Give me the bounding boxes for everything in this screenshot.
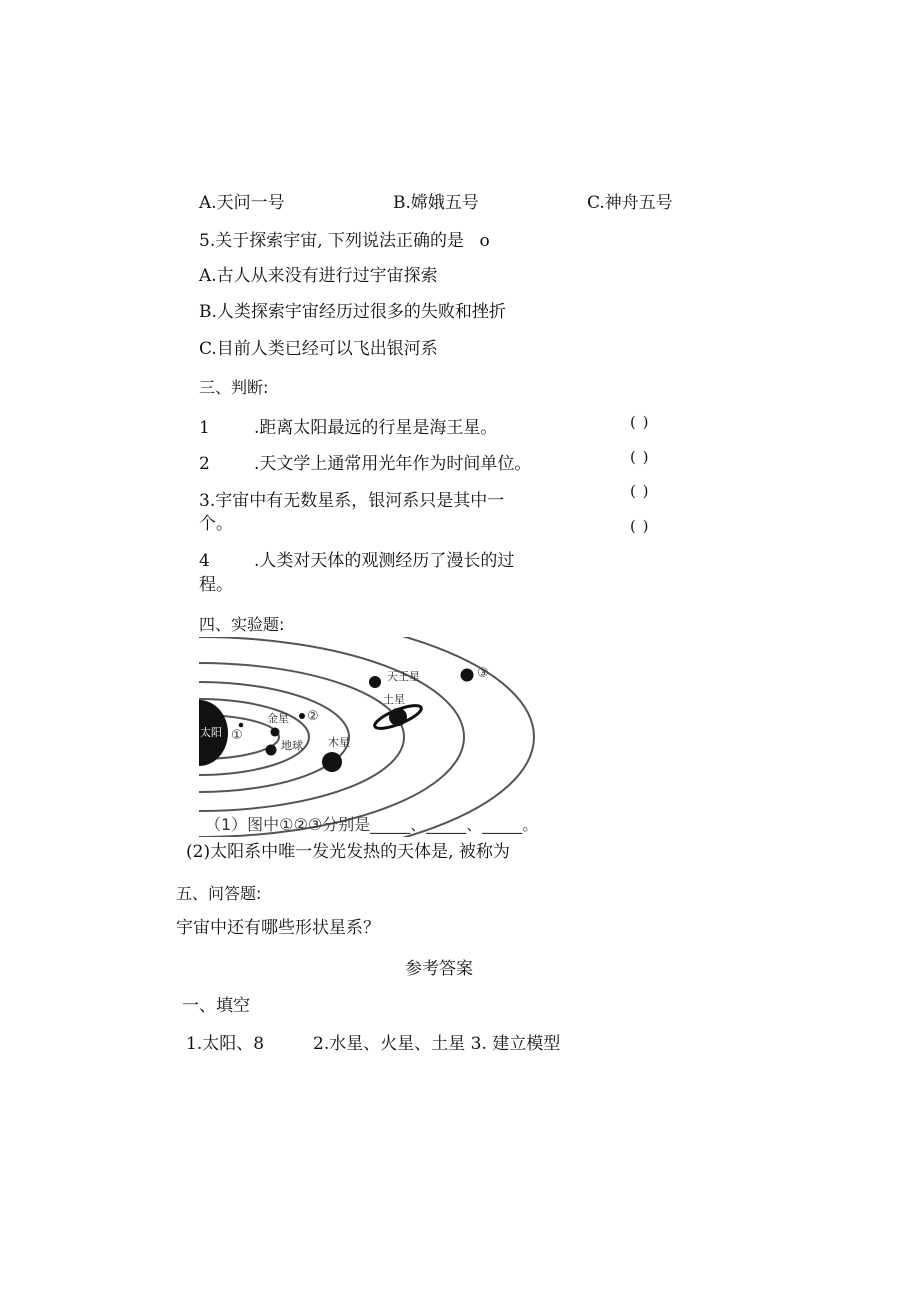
venus-label: 金星 xyxy=(267,712,289,725)
earth-label: 地球 xyxy=(281,739,303,752)
judge-paren-4: ( ) xyxy=(630,517,650,535)
q4-option-a: A.天问一号 xyxy=(199,193,285,213)
mark-3-label: ③ xyxy=(477,666,489,681)
saturn-icon xyxy=(389,708,407,726)
q4-option-b: B.嫦娥五号 xyxy=(393,193,479,213)
mark-2-label: ② xyxy=(307,709,319,724)
judge-item-3-line1: 3.宇宙中有无数星系，银河系只是其中一 xyxy=(199,491,505,511)
solar-system-diagram xyxy=(199,637,599,837)
answers-title: 参考答案 xyxy=(405,959,473,979)
mark-1-label: ① xyxy=(231,728,243,743)
earth-icon xyxy=(266,745,277,756)
saturn-label: 土星 xyxy=(383,693,405,706)
q5-option-b: B.人类探索宇宙经历过很多的失败和挫折 xyxy=(199,302,506,322)
sun-label: 太阳 xyxy=(200,726,222,739)
section5-question: 宇宙中还有哪些形状星系？ xyxy=(176,918,380,938)
q4-option-c: C.神舟五号 xyxy=(587,193,673,213)
mercury-icon xyxy=(239,723,244,728)
section3-heading: 三、判断: xyxy=(199,378,269,397)
judge-item-4-line2: 程。 xyxy=(199,575,233,595)
section4-q2: (2)太阳系中唯一发光发热的天体是, 被称为 xyxy=(186,842,510,862)
section4-q1: （1）图中①②③分别是_____、_____、_____。 xyxy=(205,815,539,834)
section4-heading: 四、实验题: xyxy=(199,615,285,634)
uranus-label: 天王星 xyxy=(387,670,420,683)
q5-option-a: A.古人从来没有进行过宇宙探索 xyxy=(199,266,438,286)
judge-item-2-num: 2 xyxy=(199,454,210,474)
q5-stem xyxy=(199,231,490,251)
section5-heading: 五、问答题: xyxy=(176,884,262,903)
venus-icon xyxy=(271,728,280,737)
judge-paren-2: ( ) xyxy=(630,448,650,466)
judge-item-3-line2: 个。 xyxy=(199,514,233,534)
judge-item-4-num: 4 xyxy=(199,551,210,571)
jupiter-icon xyxy=(322,752,342,772)
judge-item-2-text: .天文学上通常用光年作为时间单位。 xyxy=(254,454,532,474)
uranus-icon xyxy=(369,676,381,688)
mars-icon xyxy=(299,713,305,719)
answers-section1: 一、填空 xyxy=(182,996,250,1016)
q5-option-c: C.目前人类已经可以飞出银河系 xyxy=(199,339,438,359)
judge-paren-1: ( ) xyxy=(630,413,650,431)
judge-paren-3: ( ) xyxy=(630,482,650,500)
jupiter-label: 木星 xyxy=(328,736,350,749)
judge-item-1-num: 1 xyxy=(199,418,210,438)
judge-item-1-text: .距离太阳最远的行星是海王星。 xyxy=(254,418,498,438)
neptune-icon xyxy=(461,669,474,682)
answers-line1-part2: 2.水星、火星、土星 3. 建立模型 xyxy=(313,1034,561,1054)
q5-stem-tail: o xyxy=(479,231,490,251)
q5-stem-text: 5.关于探索宇宙, 下列说法正确的是 xyxy=(199,231,465,251)
judge-item-4-text: .人类对天体的观测经历了漫长的过 xyxy=(254,551,515,571)
answers-line1-part1: 1.太阳、8 xyxy=(186,1034,265,1054)
